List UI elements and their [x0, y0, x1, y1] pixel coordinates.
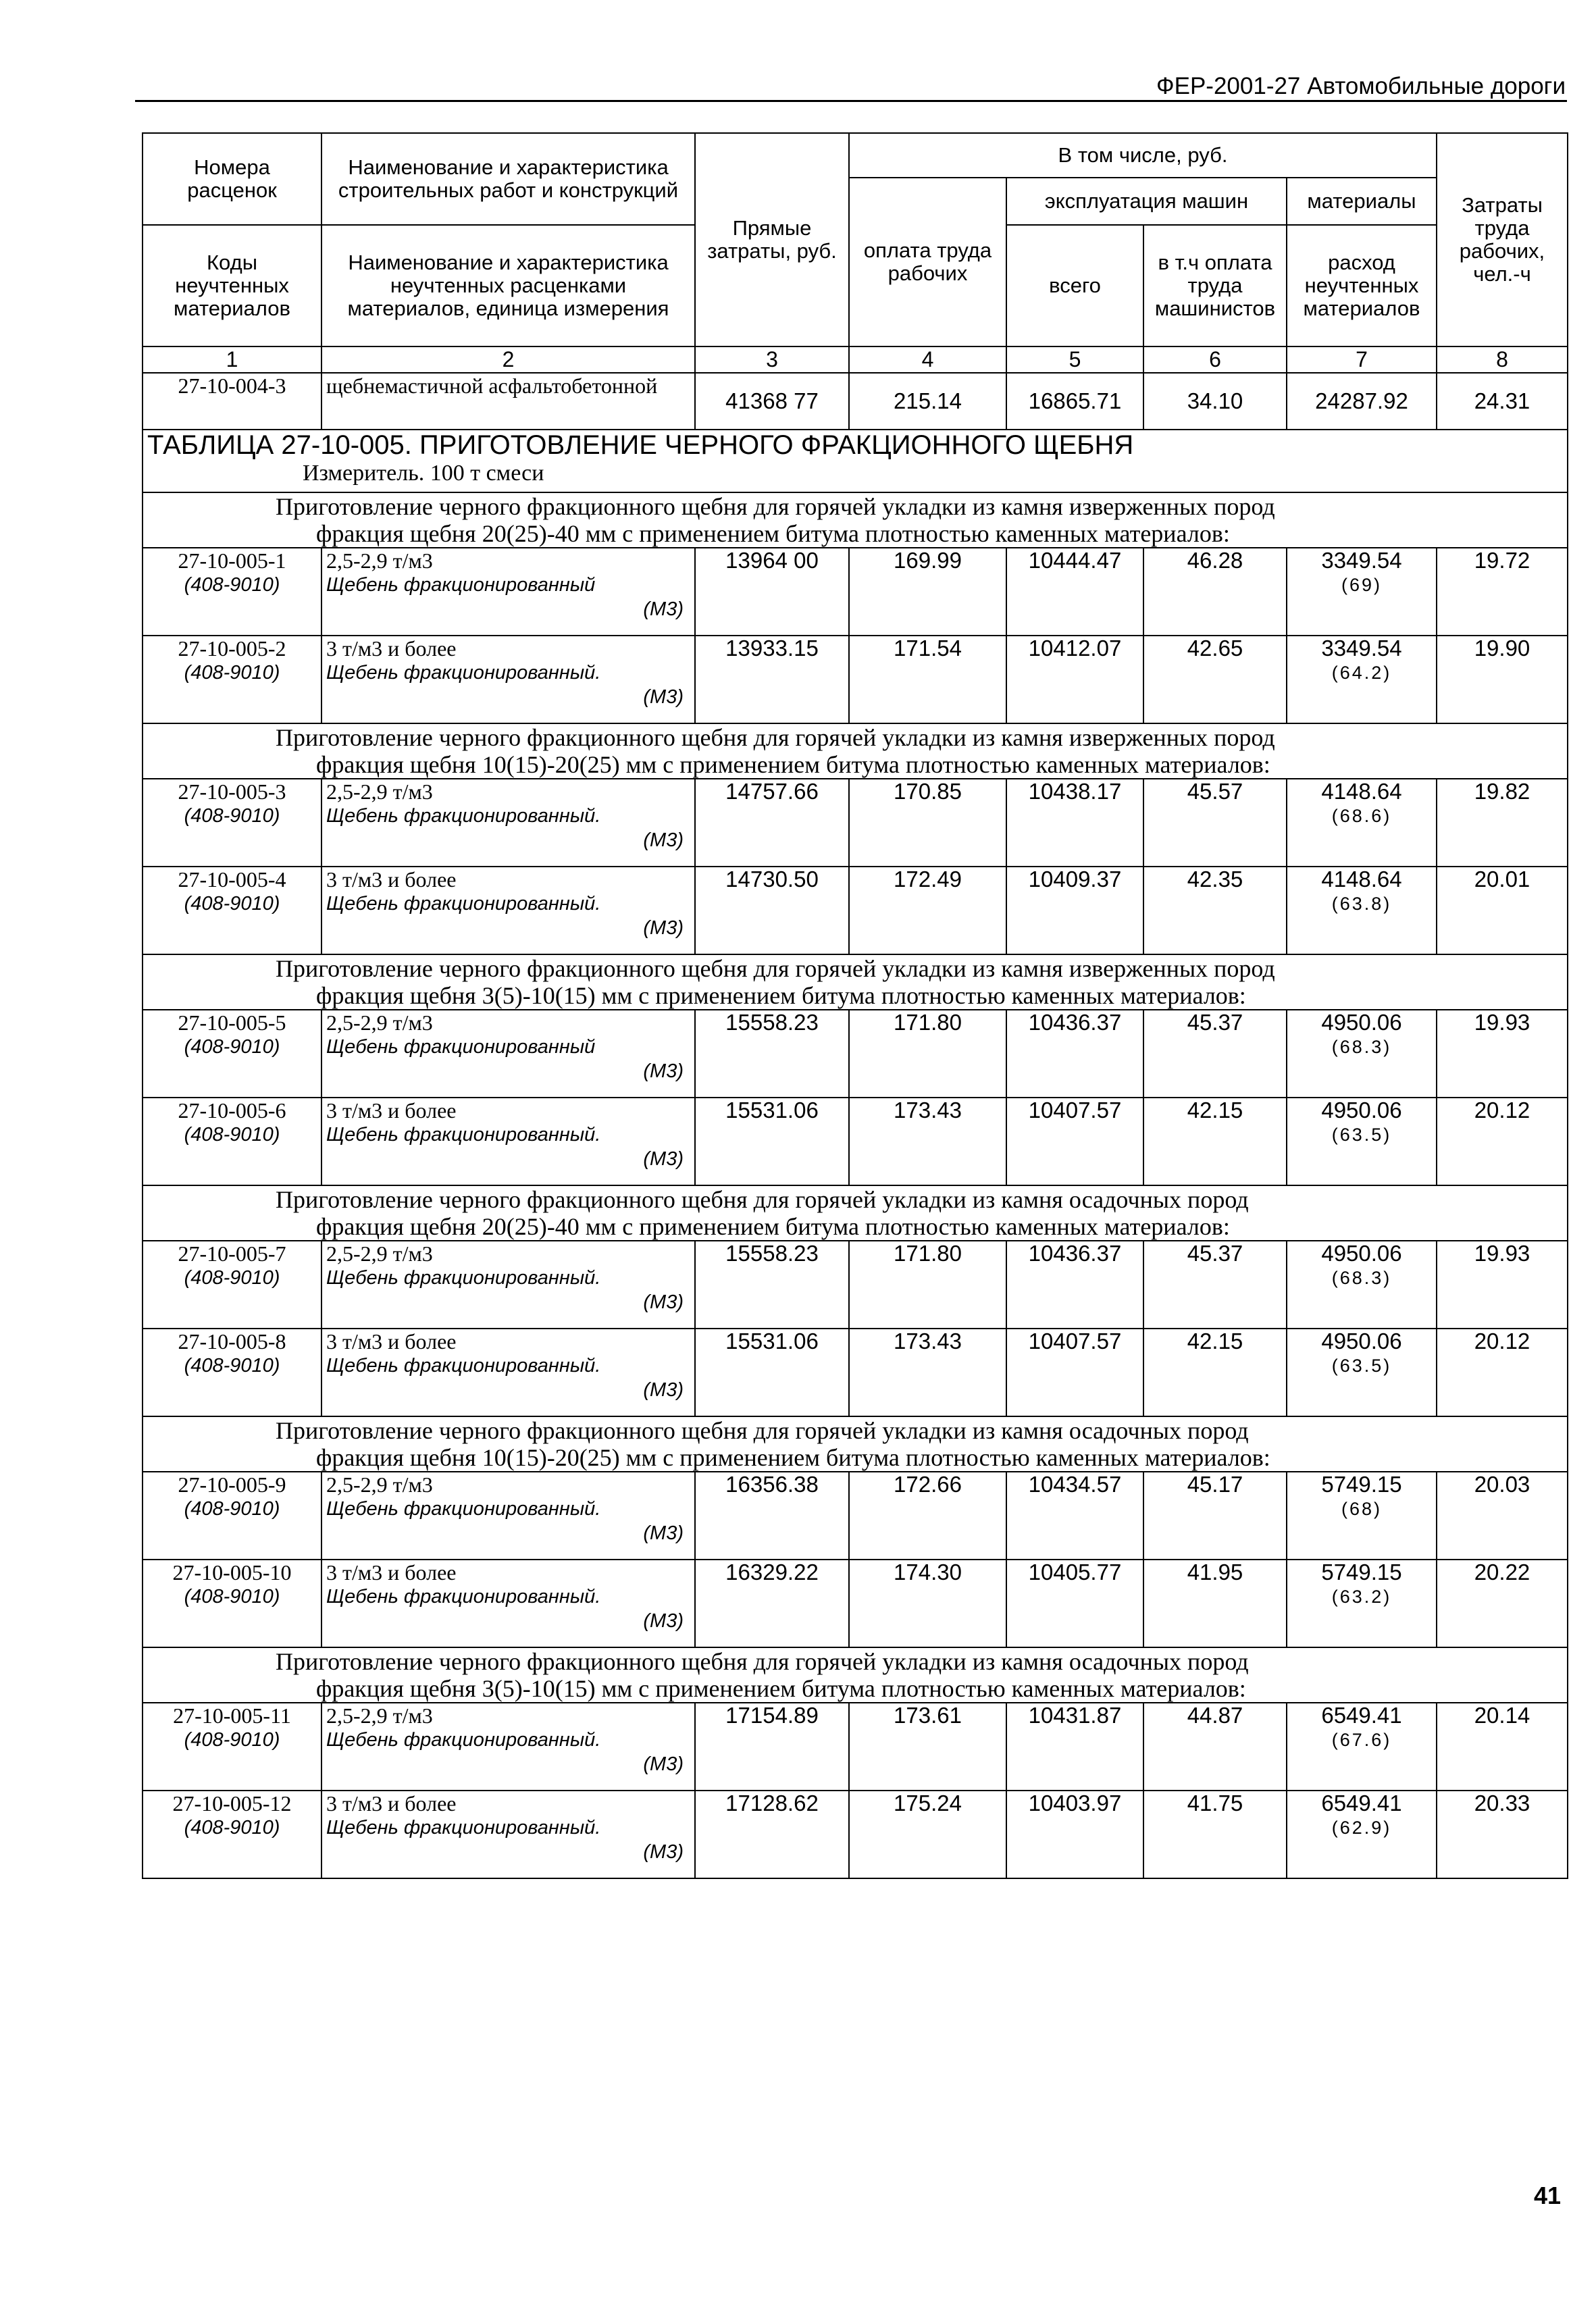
header-col1-bottom: Коды неучтенных материалов	[143, 225, 321, 346]
material-code: (408-9010)	[184, 1267, 280, 1289]
machinists-cost: 45.57	[1143, 779, 1287, 867]
section-title-line2: фракция щебня 10(15)-20(25) мм с применением битума плотностью каменных материалов:	[316, 751, 1270, 778]
col-number: 2	[321, 346, 695, 373]
header-col2-top: Наименование и характеристика строительных работ и конструкций	[321, 133, 695, 225]
machines-total: 10436.37	[1006, 1241, 1143, 1329]
section-header-row	[143, 492, 1568, 548]
rate-code: 27-10-005-7	[178, 1241, 286, 1266]
rate-code: 27-10-005-3	[178, 779, 286, 804]
labor-cost: 215.14	[849, 373, 1006, 430]
direct-cost: 15558.23	[695, 1241, 849, 1329]
rate-code: 27-10-005-12	[172, 1791, 292, 1816]
work-name: 3 т/м3 и более	[326, 1560, 457, 1585]
machinists-cost: 42.15	[1143, 1098, 1287, 1185]
material-name: Щебень фракционированный.	[326, 1498, 601, 1520]
machines-total: 16865.71	[1006, 373, 1143, 430]
rate-code-cell	[143, 779, 321, 867]
machinists-cost: 42.65	[1143, 636, 1287, 723]
work-name: 3 т/м3 и более	[326, 1791, 457, 1816]
section-header-row	[143, 954, 1568, 1010]
labor-cost: 173.43	[849, 1329, 1006, 1416]
material-unit: (М3)	[643, 1148, 684, 1170]
table-row	[143, 1472, 1568, 1560]
col-number: 7	[1287, 346, 1437, 373]
material-consumption: (63.5)	[1331, 1125, 1392, 1145]
table-row	[143, 1010, 1568, 1098]
materials-cost: 6549.41	[1321, 1791, 1402, 1816]
machines-total: 10444.47	[1006, 548, 1143, 636]
work-name-cell	[321, 1010, 695, 1098]
table-row	[143, 1241, 1568, 1329]
section-title-line1: Приготовление черного фракционного щебня для горячей укладки из камня изверженных пород	[276, 493, 1275, 520]
rate-code-cell	[143, 1472, 321, 1560]
materials-cell	[1287, 1791, 1437, 1878]
rate-code: 27-10-005-9	[178, 1472, 286, 1497]
materials-cost: 3349.54	[1321, 548, 1402, 573]
labor-hours: 24.31	[1437, 373, 1568, 430]
machinists-cost: 45.17	[1143, 1472, 1287, 1560]
materials-cell	[1287, 867, 1437, 954]
work-name: 2,5-2,9 т/м3	[326, 779, 433, 804]
header-col6: в т.ч оплата труда машинистов	[1143, 225, 1287, 346]
machines-total: 10403.97	[1006, 1791, 1143, 1878]
table-row	[143, 1791, 1568, 1878]
table-row	[143, 1560, 1568, 1647]
rate-code-cell	[143, 1241, 321, 1329]
direct-cost: 13964 00	[695, 548, 849, 636]
labor-hours: 20.12	[1437, 1329, 1568, 1416]
materials-cost: 4148.64	[1321, 779, 1402, 804]
material-consumption: (69)	[1341, 575, 1382, 595]
direct-cost: 16356.38	[695, 1472, 849, 1560]
meter: Измеритель. 100 т смеси	[303, 461, 544, 486]
col-number: 3	[695, 346, 849, 373]
work-name-cell	[321, 1472, 695, 1560]
table-row	[143, 548, 1568, 636]
material-unit: (М3)	[643, 1379, 684, 1401]
machinists-cost: 41.95	[1143, 1560, 1287, 1647]
section-title-line1: Приготовление черного фракционного щебня для горячей укладки из камня осадочных пород	[276, 1417, 1249, 1444]
materials-cell	[1287, 1703, 1437, 1791]
material-unit: (М3)	[643, 829, 684, 851]
machines-total: 10409.37	[1006, 867, 1143, 954]
materials-cell	[1287, 1098, 1437, 1185]
machines-total: 10407.57	[1006, 1098, 1143, 1185]
section-title-line1: Приготовление черного фракционного щебня для горячей укладки из камня осадочных пород	[276, 1186, 1249, 1213]
materials-cost: 5749.15	[1321, 1560, 1402, 1585]
header-col1-top: Номера расценок	[143, 133, 321, 225]
col-number: 5	[1006, 346, 1143, 373]
machines-total: 10431.87	[1006, 1703, 1143, 1791]
direct-cost: 17128.62	[695, 1791, 849, 1878]
rate-code-cell	[143, 1098, 321, 1185]
materials-cost: 3349.54	[1321, 636, 1402, 661]
labor-hours: 19.72	[1437, 548, 1568, 636]
labor-hours: 20.22	[1437, 1560, 1568, 1647]
header-col7: расход неучтенных материалов	[1287, 225, 1437, 346]
material-consumption: (68.3)	[1331, 1268, 1392, 1288]
rate-code: 27-10-005-5	[178, 1010, 286, 1035]
col-number: 4	[849, 346, 1006, 373]
labor-cost: 175.24	[849, 1791, 1006, 1878]
material-code: (408-9010)	[184, 1036, 280, 1058]
work-name: 2,5-2,9 т/м3	[326, 1472, 433, 1497]
section-header-row	[143, 1647, 1568, 1703]
table-row	[143, 1703, 1568, 1791]
material-consumption: (63.2)	[1331, 1587, 1392, 1607]
work-name-cell	[321, 867, 695, 954]
section-title-line2: фракция щебня 3(5)-10(15) мм с применением битума плотностью каменных материалов:	[316, 1675, 1246, 1702]
header-materials: материалы	[1287, 178, 1437, 225]
table-title-row	[143, 430, 1568, 492]
labor-hours: 20.14	[1437, 1703, 1568, 1791]
labor-hours: 20.01	[1437, 867, 1568, 954]
materials-cell	[1287, 1329, 1437, 1416]
work-name: 3 т/м3 и более	[326, 1098, 457, 1123]
labor-cost: 169.99	[849, 548, 1006, 636]
col-number: 6	[1143, 346, 1287, 373]
work-name: 2,5-2,9 т/м3	[326, 548, 433, 573]
materials-cell	[1287, 548, 1437, 636]
materials-cell	[1287, 1010, 1437, 1098]
direct-cost: 16329.22	[695, 1560, 849, 1647]
rate-code: 27-10-005-10	[172, 1560, 292, 1585]
material-name: Щебень фракционированный.	[326, 662, 601, 684]
direct-cost: 15531.06	[695, 1098, 849, 1185]
header-machines: эксплуатация машин	[1006, 178, 1287, 225]
labor-hours: 20.33	[1437, 1791, 1568, 1878]
rate-code: 27-10-005-4	[178, 867, 286, 892]
material-code: (408-9010)	[184, 662, 280, 684]
machinists-cost: 44.87	[1143, 1703, 1287, 1791]
machinists-cost: 34.10	[1143, 373, 1287, 430]
machines-total: 10436.37	[1006, 1010, 1143, 1098]
material-name: Щебень фракционированный.	[326, 1817, 601, 1839]
material-name: Щебень фракционированный.	[326, 1586, 601, 1608]
labor-hours: 19.90	[1437, 636, 1568, 723]
rate-code: 27-10-005-8	[178, 1329, 286, 1354]
material-code: (408-9010)	[184, 1498, 280, 1520]
material-name: Щебень фракционированный	[326, 574, 596, 596]
rate-code-cell	[143, 636, 321, 723]
header-col2-bottom: Наименование и характеристика неучтенных расценками материалов, единица измерения	[321, 225, 695, 346]
materials-cost: 4148.64	[1321, 867, 1402, 892]
materials-cost: 4950.06	[1321, 1329, 1402, 1354]
materials-cell	[1287, 1560, 1437, 1647]
work-name-cell	[321, 779, 695, 867]
machinists-cost: 41.75	[1143, 1791, 1287, 1878]
machinists-cost: 42.35	[1143, 867, 1287, 954]
work-name: 3 т/м3 и более	[326, 636, 457, 661]
material-name: Щебень фракционированный.	[326, 1124, 601, 1146]
work-name: щебнемастичной асфальтобетонной	[321, 373, 695, 430]
labor-hours: 20.03	[1437, 1472, 1568, 1560]
materials-cost: 24287.92	[1287, 373, 1437, 430]
materials-cell	[1287, 779, 1437, 867]
material-unit: (М3)	[643, 917, 684, 939]
rate-code-cell	[143, 867, 321, 954]
work-name-cell	[321, 1791, 695, 1878]
material-unit: (М3)	[643, 1291, 684, 1313]
rate-code-cell	[143, 1703, 321, 1791]
rate-code: 27-10-005-11	[173, 1703, 291, 1728]
labor-hours: 19.82	[1437, 779, 1568, 867]
material-unit: (М3)	[643, 1060, 684, 1082]
header-rule	[135, 100, 1567, 102]
labor-hours: 19.93	[1437, 1241, 1568, 1329]
material-name: Щебень фракционированный.	[326, 805, 601, 827]
table-title: ТАБЛИЦА 27-10-005. ПРИГОТОВЛЕНИЕ ЧЕРНОГО ФРАКЦИОННОГО ЩЕБНЯ	[147, 430, 1134, 460]
material-unit: (М3)	[643, 1610, 684, 1632]
section-header-row	[143, 1416, 1568, 1472]
material-name: Щебень фракционированный	[326, 1036, 596, 1058]
direct-cost: 15558.23	[695, 1010, 849, 1098]
material-code: (408-9010)	[184, 1729, 280, 1751]
rate-code: 27-10-004-3	[143, 373, 321, 430]
material-consumption: (68.3)	[1331, 1037, 1392, 1057]
machinists-cost: 42.15	[1143, 1329, 1287, 1416]
rate-code-cell	[143, 1010, 321, 1098]
material-consumption: (68.6)	[1331, 806, 1392, 826]
machines-total: 10405.77	[1006, 1560, 1143, 1647]
direct-cost: 13933.15	[695, 636, 849, 723]
direct-cost: 17154.89	[695, 1703, 849, 1791]
machines-total: 10434.57	[1006, 1472, 1143, 1560]
material-code: (408-9010)	[184, 574, 280, 596]
labor-cost: 171.80	[849, 1010, 1006, 1098]
material-code: (408-9010)	[184, 805, 280, 827]
section-title-line2: фракция щебня 20(25)-40 мм с применением битума плотностью каменных материалов:	[316, 520, 1230, 547]
labor-cost: 170.85	[849, 779, 1006, 867]
labor-cost: 173.43	[849, 1098, 1006, 1185]
material-unit: (М3)	[643, 686, 684, 708]
table-row	[143, 1098, 1568, 1185]
materials-cost: 4950.06	[1321, 1098, 1402, 1123]
material-consumption: (64.2)	[1331, 663, 1392, 683]
materials-cell	[1287, 636, 1437, 723]
work-name-cell	[321, 1560, 695, 1647]
labor-cost: 174.30	[849, 1560, 1006, 1647]
material-code: (408-9010)	[184, 1817, 280, 1839]
section-header-row	[143, 1185, 1568, 1241]
section-title-line1: Приготовление черного фракционного щебня для горячей укладки из камня изверженных пород	[276, 955, 1275, 982]
work-name-cell	[321, 1241, 695, 1329]
materials-cell	[1287, 1241, 1437, 1329]
materials-cell	[1287, 1472, 1437, 1560]
direct-cost: 14757.66	[695, 779, 849, 867]
header-col4: оплата труда рабочих	[849, 178, 1006, 346]
machines-total: 10438.17	[1006, 779, 1143, 867]
material-consumption: (67.6)	[1331, 1730, 1392, 1750]
work-name: 3 т/м3 и более	[326, 867, 457, 892]
labor-cost: 173.61	[849, 1703, 1006, 1791]
labor-cost: 171.80	[849, 1241, 1006, 1329]
material-consumption: (68)	[1341, 1499, 1382, 1519]
section-title-line1: Приготовление черного фракционного щебня для горячей укладки из камня изверженных пород	[276, 724, 1275, 751]
labor-cost: 172.49	[849, 867, 1006, 954]
page-header: ФЕР-2001-27 Автомобильные дороги	[1156, 73, 1566, 99]
work-name-cell	[321, 548, 695, 636]
direct-cost: 41368 77	[695, 373, 849, 430]
materials-cost: 4950.06	[1321, 1241, 1402, 1266]
machinists-cost: 45.37	[1143, 1241, 1287, 1329]
work-name-cell	[321, 1098, 695, 1185]
table-row	[143, 867, 1568, 954]
header-col8: Затраты труда рабочих, чел.-ч	[1437, 133, 1568, 346]
material-unit: (М3)	[643, 1841, 684, 1863]
material-consumption: (63.8)	[1331, 894, 1392, 914]
material-unit: (М3)	[643, 598, 684, 620]
labor-cost: 171.54	[849, 636, 1006, 723]
table-row	[143, 1329, 1568, 1416]
header-col5: всего	[1006, 225, 1143, 346]
table-row	[143, 636, 1568, 723]
section-title-line2: фракция щебня 20(25)-40 мм с применением битума плотностью каменных материалов:	[316, 1213, 1230, 1240]
direct-cost: 15531.06	[695, 1329, 849, 1416]
material-name: Щебень фракционированный.	[326, 1729, 601, 1751]
work-name: 2,5-2,9 т/м3	[326, 1241, 433, 1266]
rate-code-cell	[143, 1329, 321, 1416]
material-code: (408-9010)	[184, 1124, 280, 1146]
material-code: (408-9010)	[184, 893, 280, 915]
work-name: 2,5-2,9 т/м3	[326, 1010, 433, 1035]
machinists-cost: 45.37	[1143, 1010, 1287, 1098]
work-name: 3 т/м3 и более	[326, 1329, 457, 1354]
machines-total: 10412.07	[1006, 636, 1143, 723]
col-number: 1	[143, 346, 321, 373]
labor-cost: 172.66	[849, 1472, 1006, 1560]
material-name: Щебень фракционированный.	[326, 1355, 601, 1377]
header-col3: Прямые затраты, руб.	[695, 133, 849, 346]
rate-code-cell	[143, 1560, 321, 1647]
material-consumption: (62.9)	[1331, 1818, 1392, 1838]
work-name-cell	[321, 1703, 695, 1791]
rates-table	[142, 132, 1568, 1879]
machines-total: 10407.57	[1006, 1329, 1143, 1416]
col-number: 8	[1437, 346, 1568, 373]
section-title-line1: Приготовление черного фракционного щебня для горячей укладки из камня осадочных пород	[276, 1648, 1249, 1675]
direct-cost: 14730.50	[695, 867, 849, 954]
work-name-cell	[321, 636, 695, 723]
section-title-line2: фракция щебня 3(5)-10(15) мм с применением битума плотностью каменных материалов:	[316, 982, 1246, 1009]
materials-cost: 4950.06	[1321, 1010, 1402, 1035]
page-number: 41	[1533, 2182, 1561, 2209]
table-row	[143, 373, 1568, 430]
table-row	[143, 779, 1568, 867]
rate-code: 27-10-005-1	[178, 548, 286, 573]
section-header-row	[143, 723, 1568, 779]
work-name-cell	[321, 1329, 695, 1416]
rate-code-cell	[143, 548, 321, 636]
header-in-total: В том числе, руб.	[849, 133, 1437, 178]
material-consumption: (63.5)	[1331, 1356, 1392, 1376]
work-name: 2,5-2,9 т/м3	[326, 1703, 433, 1728]
machinists-cost: 46.28	[1143, 548, 1287, 636]
rate-code: 27-10-005-6	[178, 1098, 286, 1123]
labor-hours: 19.93	[1437, 1010, 1568, 1098]
section-title-line2: фракция щебня 10(15)-20(25) мм с применением битума плотностью каменных материалов:	[316, 1444, 1270, 1471]
material-unit: (М3)	[643, 1522, 684, 1544]
materials-cost: 6549.41	[1321, 1703, 1402, 1728]
material-name: Щебень фракционированный.	[326, 893, 601, 915]
labor-hours: 20.12	[1437, 1098, 1568, 1185]
rate-code: 27-10-005-2	[178, 636, 286, 661]
material-code: (408-9010)	[184, 1586, 280, 1608]
rate-code-cell	[143, 1791, 321, 1878]
material-name: Щебень фракционированный.	[326, 1267, 601, 1289]
material-code: (408-9010)	[184, 1355, 280, 1377]
material-unit: (М3)	[643, 1753, 684, 1775]
materials-cost: 5749.15	[1321, 1472, 1402, 1497]
